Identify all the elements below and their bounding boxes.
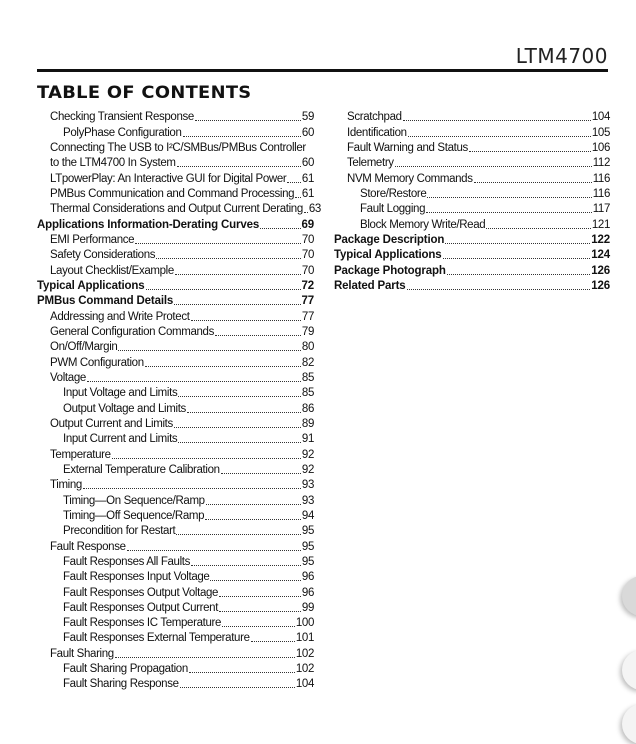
dot-leader [222,626,295,627]
toc-entry-page: 60 [301,126,314,139]
dot-leader [287,182,301,183]
toc-entry-title: Output Current and Limits [50,417,173,430]
toc-entry[interactable] [334,279,610,294]
dot-leader [177,166,301,167]
toc-entry-title: Fault Responses Output Voltage [63,586,219,599]
toc-entry-page: 70 [301,233,314,246]
toc-entry-title: Layout Checklist/Example [50,264,174,277]
toc-entry-title: Fault Logging [360,203,426,216]
toc-entry[interactable] [37,217,314,232]
toc-entry-page: 93 [301,479,314,492]
dot-leader [112,458,301,459]
toc-entry-page: 106 [591,141,610,154]
toc-entry[interactable] [37,447,314,462]
toc-entry-title: Temperature [50,448,111,461]
dot-leader [175,274,301,275]
dot-leader [447,274,591,275]
toc-entry-title: External Temperature Calibration [63,463,220,476]
toc-entry-title: Timing [50,479,82,492]
toc-entry-page: 86 [301,402,314,415]
dot-leader [83,488,301,489]
toc-entry-page: 63 [308,203,321,216]
edge-button-upper[interactable] [622,650,636,690]
toc-entry-page: 91 [301,433,314,446]
toc-entry-title: Timing—Off Sequence/Ramp [63,509,205,522]
toc-entry-page: 92 [301,448,314,461]
toc-entry-page: 61 [301,187,314,200]
toc-entry-page: 104 [295,678,314,691]
toc-entry[interactable] [37,631,314,646]
toc-entry[interactable] [37,371,314,386]
toc-entry-title: Fault Responses IC Temperature [63,617,222,630]
toc-entry-page: 102 [295,647,314,660]
toc-entry[interactable] [334,217,610,232]
toc-left-column [37,110,321,692]
toc-entry-title: Fault Response [50,540,126,553]
toc-entry-page: 82 [301,356,314,369]
toc-entry[interactable] [37,233,314,248]
dot-leader [180,687,295,688]
toc-entry-title: Package Description [334,233,445,246]
toc-entry-page: 126 [591,279,610,292]
dot-leader [443,258,591,259]
toc-entry[interactable] [334,233,610,248]
toc-entry-title: Identification [347,126,407,139]
toc-entry-page: 96 [301,586,314,599]
dot-leader [178,442,301,443]
toc-entry-title: Voltage [50,371,86,384]
dot-leader [174,427,301,428]
toc-entry[interactable] [37,156,314,171]
toc-entry[interactable] [37,187,314,202]
toc-entry-page: 79 [301,325,314,338]
toc-entry[interactable] [37,601,314,616]
toc-entry-title: On/Off/Margin [50,341,118,354]
dot-leader [219,611,301,612]
dot-leader [205,519,301,520]
toc-entry-page: 102 [295,663,314,676]
toc-entry-title: Scratchpad [347,111,402,124]
dot-leader [427,197,591,198]
dot-leader [195,120,301,121]
toc-entry-title: Typical Applications [334,249,442,262]
toc-entry[interactable] [334,110,610,125]
toc-entry[interactable] [37,263,314,278]
toc-right-column [334,110,610,294]
toc-entry[interactable] [37,478,314,493]
toc-entry-title: Fault Sharing Response [63,678,179,691]
toc-entry-page: 70 [301,249,314,262]
toc-entry[interactable] [37,248,314,263]
toc-entry-page: 95 [301,540,314,553]
toc-entry-page: 95 [301,555,314,568]
toc-entry-page: 85 [301,371,314,384]
dot-leader [176,534,300,535]
toc-entry-page: 96 [301,571,314,584]
dot-leader [469,151,591,152]
toc-entry[interactable] [334,202,610,217]
toc-entry[interactable] [334,171,610,186]
dot-leader [191,320,301,321]
toc-entry-title: Typical Applications [37,279,145,292]
toc-entry-page: 122 [591,233,610,246]
toc-entry-title: Related Parts [334,279,406,292]
toc-entry-page: 93 [301,494,314,507]
dot-leader [210,580,300,581]
dot-leader [115,657,295,658]
toc-entry-page: 116 [592,172,610,185]
toc-entry-page: 94 [301,509,314,522]
dot-leader [156,258,301,259]
toc-entry-title: Precondition for Restart [63,525,176,538]
dot-leader [251,641,295,642]
dot-leader [118,350,300,351]
toc-entry[interactable] [37,585,314,600]
toc-entry[interactable] [37,555,314,570]
toc-entry-title: Thermal Considerations and Output Current Derating [50,203,303,216]
toc-entry[interactable] [334,187,610,202]
toc-entry-title: Fault Responses Input Voltage [63,571,210,584]
toc-entry-page: 77 [301,295,314,308]
toc-entry[interactable] [37,125,314,140]
dot-leader [426,212,592,213]
toc-entry-page: 104 [591,111,610,124]
toc-title: TABLE OF CONTENTS [37,83,252,103]
toc-entry[interactable] [37,417,314,432]
toc-entry-title: Input Voltage and Limits [63,387,178,400]
dot-leader [260,228,300,229]
toc-entry-title: PMBus Command Details [37,295,174,308]
dot-leader [189,672,295,673]
product-name: LTM4700 [515,44,608,68]
dot-leader [206,504,301,505]
toc-entry[interactable] [37,294,314,309]
toc-entry[interactable] [37,662,314,677]
toc-entry[interactable] [334,248,610,263]
toc-entry[interactable] [37,171,314,186]
toc-entry[interactable] [37,432,314,447]
toc-entry-page: 59 [301,111,314,124]
dot-leader [445,243,590,244]
toc-entry-title: Package Photograph [334,264,446,277]
toc-entry-title: Fault Warning and Status [347,141,468,154]
toc-entry-page: 121 [591,218,610,231]
toc-entry-page: 116 [592,187,610,200]
toc-entry-title: Fault Sharing [50,647,114,660]
toc-entry-page: 124 [591,249,610,262]
dot-leader [187,412,301,413]
toc-entry-title: Fault Responses Output Current [63,601,219,614]
toc-entry-page: 72 [301,279,314,292]
edge-button-lower[interactable] [622,704,636,744]
dot-leader [304,212,308,213]
toc-entry[interactable] [334,263,610,278]
toc-entry-page: 92 [301,463,314,476]
toc-entry-title: Telemetry [347,157,394,170]
toc-entry[interactable] [37,309,314,324]
toc-entry[interactable] [37,110,314,125]
toc-entry-title: to the LTM4700 In System [50,157,176,170]
dot-leader [395,166,592,167]
toc-entry-page: 61 [301,172,314,185]
toc-entry-page: 117 [592,203,610,216]
toc-entry-title: Input Current and Limits [63,433,178,446]
dot-leader [219,596,301,597]
dot-leader [146,289,301,290]
toc-entry[interactable] [37,493,314,508]
toc-entry[interactable] [37,570,314,585]
dot-leader [87,381,301,382]
toc-entry-title: Fault Responses External Temperature [63,632,250,645]
toc-entry[interactable] [37,539,314,554]
toc-entry[interactable] [37,509,314,524]
toc-entry[interactable] [37,279,314,294]
toc-entry-page: 101 [295,632,314,645]
toc-entry-title: Safety Considerations [50,249,156,262]
toc-entry-title: PolyPhase Configuration [63,126,182,139]
toc-entry-page: 112 [592,157,610,170]
toc-entry[interactable] [37,646,314,661]
dot-leader [474,182,592,183]
dot-leader [221,473,301,474]
dot-leader [191,565,301,566]
header-rule [37,69,608,72]
toc-entry[interactable] [37,340,314,355]
toc-entry-page: 85 [301,387,314,400]
toc-entry-page: 100 [295,617,314,630]
toc-entry[interactable] [334,125,610,140]
toc-entry-title: Timing—On Sequence/Ramp [63,494,205,507]
toc-entry-title: Fault Sharing Propagation [63,663,188,676]
toc-entry-title: PWM Configuration [50,356,144,369]
toc-entry-page: 89 [301,417,314,430]
toc-entry-title: Applications Information-Derating Curves [37,218,260,231]
toc-entry[interactable] [37,616,314,631]
toc-entry-title: General Configuration Commands [50,325,215,338]
toc-entry[interactable] [37,202,321,217]
dot-leader [407,289,591,290]
toc-entry[interactable] [37,386,314,401]
toc-entry[interactable] [334,156,610,171]
toc-entry-title: Block Memory Write/Read [360,218,486,231]
toc-entry-page: 80 [301,341,314,354]
toc-entry-title: LTpowerPlay: An Interactive GUI for Digital Power [50,172,287,185]
toc-entry-title: Output Voltage and Limits [63,402,186,415]
toc-entry-title: Store/Restore [360,187,427,200]
toc-entry-page: 105 [591,126,610,139]
toc-entry[interactable] [37,325,314,340]
dot-leader [135,243,301,244]
toc-entry-page: 99 [301,601,314,614]
toc-entry-title: Fault Responses All Faults [63,555,191,568]
toc-entry[interactable] [37,355,314,370]
toc-entry-title: PMBus Communication and Command Processing [50,187,295,200]
toc-entry-page: 60 [301,157,314,170]
dot-leader [215,335,301,336]
dot-leader [408,136,591,137]
dot-leader [178,396,301,397]
toc-entry[interactable] [37,463,314,478]
dot-leader [174,304,300,305]
dot-leader [127,550,301,551]
toc-entry-page: 77 [301,310,314,323]
toc-entry-page: 95 [301,525,314,538]
dot-leader [486,228,591,229]
toc-entry-title: NVM Memory Commands [347,172,473,185]
toc-entry[interactable] [37,401,314,416]
toc-entry[interactable] [334,141,610,156]
toc-entry-title: Connecting The USB to I²C/SMBus/PMBus Controller [50,141,306,154]
toc-entry[interactable] [37,524,314,539]
toc-entry-page: 70 [301,264,314,277]
edge-scroll-handle[interactable] [622,576,636,616]
toc-entry[interactable] [37,141,314,156]
toc-entry-title: EMI Performance [50,233,135,246]
dot-leader [145,366,301,367]
dot-leader [183,136,301,137]
toc-entry-title: Addressing and Write Protect [50,310,190,323]
dot-leader [295,197,301,198]
toc-entry-title: Checking Transient Response [50,111,194,124]
toc-entry-page: 126 [591,264,610,277]
toc-entry[interactable] [37,677,314,692]
dot-leader [403,120,591,121]
toc-entry-page: 69 [301,218,314,231]
